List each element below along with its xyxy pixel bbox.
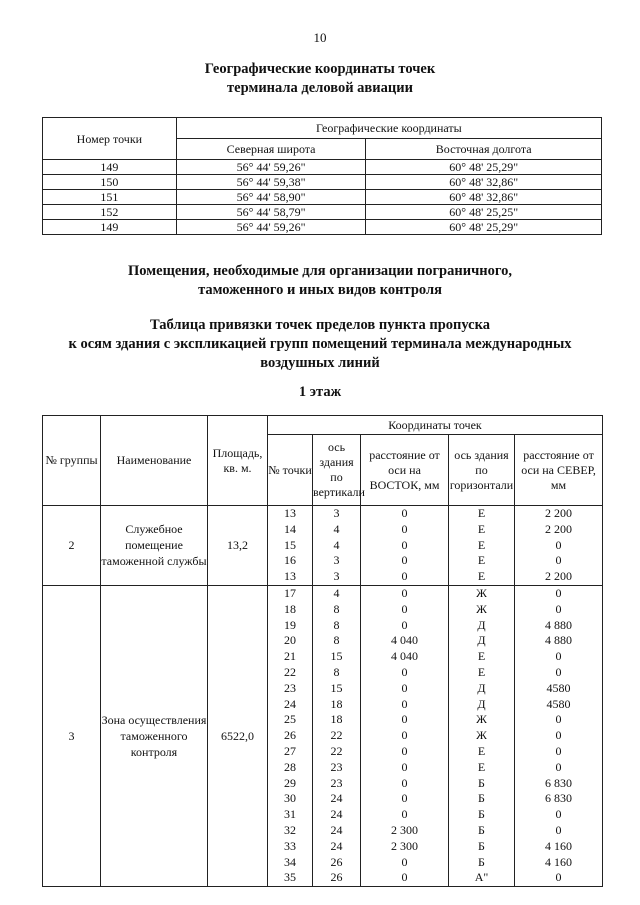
cell-value: 2 300 [391, 822, 418, 837]
cell-value: 6 830 [545, 791, 573, 806]
cell-value: 16 [284, 553, 296, 568]
north-latitude: 56° 44' 59,38" [176, 175, 366, 190]
cell-value: Д [477, 680, 486, 695]
col-vaxis-header: ось здания по вертикали [313, 435, 361, 506]
cell-value: 0 [555, 664, 562, 679]
cell-value: 2 200 [545, 521, 573, 536]
cell-value: 27 [284, 743, 296, 758]
cell-value: 0 [401, 553, 408, 568]
col-haxis-header: ось здания по горизонтали [449, 435, 515, 506]
cell-value: Е [477, 743, 486, 758]
geo-coordinates-heading: Географические координаты точек терминала деловой авиации [204, 61, 436, 96]
cell-value: Б [478, 775, 485, 790]
cell-value: 0 [401, 807, 408, 822]
group-name: Служебное помещение таможенной службы [101, 506, 208, 586]
cell-value: 3 [333, 553, 340, 568]
cell-value: 4 040 [391, 633, 418, 648]
cell-value: 24 [330, 791, 343, 806]
cell-value: 23 [330, 775, 343, 790]
east-distance-column [361, 585, 449, 886]
cell-value: 0 [401, 664, 408, 679]
cell-value: 23 [330, 759, 343, 774]
cell-value: 6 830 [545, 775, 573, 790]
cell-value: 3 [333, 569, 340, 584]
col-coords-header: Географические координаты [176, 118, 601, 139]
cell-value: 17 [284, 585, 296, 600]
cell-value: 0 [555, 870, 562, 885]
cell-value: 0 [401, 791, 408, 806]
col-group-header: № группы [43, 416, 101, 506]
cell-value: 30 [284, 791, 296, 806]
cell-value: Ж [476, 585, 487, 600]
col-east-header: Восточная долгота [366, 139, 602, 160]
cell-value: 22 [330, 743, 343, 758]
north-latitude: 56° 44' 58,90" [176, 190, 366, 205]
north-distance-column [515, 585, 603, 886]
north-distance-column [515, 506, 603, 586]
east-longitude: 60° 48' 25,25" [366, 205, 602, 220]
cell-value: 34 [284, 854, 296, 869]
cell-value: 0 [555, 537, 562, 552]
cell-value: 26 [330, 870, 343, 885]
cell-value: 26 [330, 854, 343, 869]
group-area: 6522,0 [208, 585, 268, 886]
cell-value: 0 [401, 696, 408, 711]
col-coords-header: Координаты точек [268, 416, 603, 435]
cell-value: 2 300 [391, 838, 418, 853]
cell-value: 21 [284, 649, 296, 664]
point-number: 149 [43, 160, 177, 175]
col-area-header: Площадь, кв. м. [208, 416, 268, 506]
cell-value: 4 [333, 521, 340, 536]
cell-value: Б [478, 838, 485, 853]
cell-value: Е [477, 506, 486, 520]
cell-value: 13 [284, 506, 296, 520]
cell-value: 32 [284, 822, 296, 837]
cell-value: 4 880 [545, 617, 573, 632]
cell-value: 0 [555, 601, 562, 616]
cell-value: 14 [284, 521, 296, 536]
cell-value: 4 160 [545, 854, 573, 869]
binding-table-heading: Таблица привязки точек пределов пункта пропуска к осям здания с экспликацией групп помещений терминала международных воздушных линий [68, 317, 572, 371]
cell-value: Д [477, 633, 486, 648]
cell-value: 8 [333, 664, 340, 679]
cell-value: 0 [401, 759, 408, 774]
cell-value: 15 [330, 680, 343, 695]
cell-value: 15 [330, 649, 343, 664]
col-north-header: Северная широта [176, 139, 366, 160]
zones-table [42, 415, 603, 887]
cell-value: 4 [333, 585, 340, 600]
cell-value: 4 040 [391, 649, 418, 664]
table-row [43, 160, 602, 175]
page-number: 10 [313, 30, 327, 45]
cell-value: Б [478, 854, 485, 869]
cell-value: 35 [284, 870, 296, 885]
cell-value: 25 [284, 712, 296, 727]
cell-value: 4580 [546, 696, 571, 711]
cell-value: Е [477, 664, 486, 679]
cell-value: 18 [330, 712, 343, 727]
cell-value: 0 [401, 870, 408, 885]
cell-value: Б [478, 807, 485, 822]
cell-value: А" [474, 870, 489, 885]
table-row [43, 190, 602, 205]
points-column [268, 585, 313, 886]
cell-value: 0 [555, 649, 562, 664]
cell-value: 13 [284, 569, 296, 584]
cell-value: Б [478, 822, 485, 837]
cell-value: 4580 [546, 680, 571, 695]
point-number: 150 [43, 175, 177, 190]
group-row [43, 585, 603, 886]
cell-value: 31 [284, 807, 296, 822]
north-latitude: 56° 44' 59,26" [176, 220, 366, 235]
group-number: 3 [43, 585, 101, 886]
cell-value: 0 [555, 759, 562, 774]
cell-value: 0 [401, 775, 408, 790]
cell-value: 22 [330, 728, 343, 743]
cell-value: 8 [333, 617, 340, 632]
cell-value: 0 [555, 807, 562, 822]
group-name: Зона осуществления таможенного контроля [101, 585, 208, 886]
cell-value: 24 [330, 838, 343, 853]
haxis-column [449, 585, 515, 886]
cell-value: 0 [401, 506, 408, 520]
point-number: 149 [43, 220, 177, 235]
cell-value: 0 [555, 585, 562, 600]
east-longitude: 60° 48' 25,29" [366, 220, 602, 235]
cell-value: Е [477, 569, 486, 584]
cell-value: 19 [284, 617, 296, 632]
cell-value: 3 [333, 506, 340, 520]
cell-value: 2 200 [545, 569, 573, 584]
points-column [268, 506, 313, 586]
floor-label: 1 этаж [298, 384, 342, 400]
col-point-header: Номер точки [43, 118, 177, 160]
group-number: 2 [43, 506, 101, 586]
cell-value: Ж [476, 601, 487, 616]
east-longitude: 60° 48' 32,86" [366, 175, 602, 190]
geo-coordinates-table [42, 117, 602, 235]
table-row [43, 205, 602, 220]
cell-value: Ж [476, 712, 487, 727]
cell-value: 8 [333, 633, 340, 648]
cell-value: 18 [284, 601, 296, 616]
cell-value: 24 [330, 807, 343, 822]
col-east-distance-header: расстояние от оси на ВОСТОК, мм [361, 435, 449, 506]
haxis-column [449, 506, 515, 586]
cell-value: 4 880 [545, 633, 573, 648]
vaxis-column [313, 585, 361, 886]
cell-value: 0 [401, 585, 408, 600]
col-north-distance-header: расстояние от оси на СЕВЕР, мм [515, 435, 603, 506]
cell-value: 0 [401, 569, 408, 584]
cell-value: 18 [330, 696, 343, 711]
cell-value: 0 [401, 521, 408, 536]
cell-value: 0 [401, 601, 408, 616]
cell-value: Ж [476, 728, 487, 743]
cell-value: 29 [284, 775, 296, 790]
cell-value: 22 [284, 664, 296, 679]
cell-value: 0 [401, 680, 408, 695]
premises-heading: Помещения, необходимые для организации пограничного, таможенного и иных видов контроля [128, 263, 512, 298]
north-latitude: 56° 44' 58,79" [176, 205, 366, 220]
cell-value: Д [477, 696, 486, 711]
cell-value: Е [477, 521, 486, 536]
cell-value: 15 [284, 537, 296, 552]
group-area: 13,2 [208, 506, 268, 586]
cell-value: 0 [555, 553, 562, 568]
cell-value: 4 [333, 537, 340, 552]
col-point-header: № точки [268, 435, 313, 506]
vaxis-column [313, 506, 361, 586]
cell-value: 24 [330, 822, 343, 837]
cell-value: 0 [401, 712, 408, 727]
cell-value: 0 [401, 537, 408, 552]
cell-value: Е [477, 553, 486, 568]
cell-value: 0 [555, 822, 562, 837]
cell-value: Е [477, 759, 486, 774]
cell-value: Е [477, 537, 486, 552]
cell-value: 8 [333, 601, 340, 616]
east-distance-column [361, 506, 449, 586]
point-number: 152 [43, 205, 177, 220]
cell-value: 2 200 [545, 506, 573, 520]
cell-value: 0 [555, 712, 562, 727]
cell-value: 4 160 [545, 838, 573, 853]
north-latitude: 56° 44' 59,26" [176, 160, 366, 175]
east-longitude: 60° 48' 32,86" [366, 190, 602, 205]
cell-value: 0 [555, 743, 562, 758]
cell-value: Е [477, 649, 486, 664]
cell-value: 0 [555, 728, 562, 743]
table-row [43, 175, 602, 190]
group-row [43, 506, 603, 586]
cell-value: 0 [401, 617, 408, 632]
col-name-header: Наименование [101, 416, 208, 506]
cell-value: 0 [401, 743, 408, 758]
cell-value: Б [478, 791, 485, 806]
east-longitude: 60° 48' 25,29" [366, 160, 602, 175]
cell-value: 0 [401, 854, 408, 869]
cell-value: 28 [284, 759, 296, 774]
cell-value: 26 [284, 728, 296, 743]
cell-value: 33 [284, 838, 296, 853]
cell-value: 20 [284, 633, 296, 648]
cell-value: 24 [284, 696, 296, 711]
cell-value: 23 [284, 680, 296, 695]
cell-value: Д [477, 617, 486, 632]
point-number: 151 [43, 190, 177, 205]
table-row [43, 220, 602, 235]
cell-value: 0 [401, 728, 408, 743]
